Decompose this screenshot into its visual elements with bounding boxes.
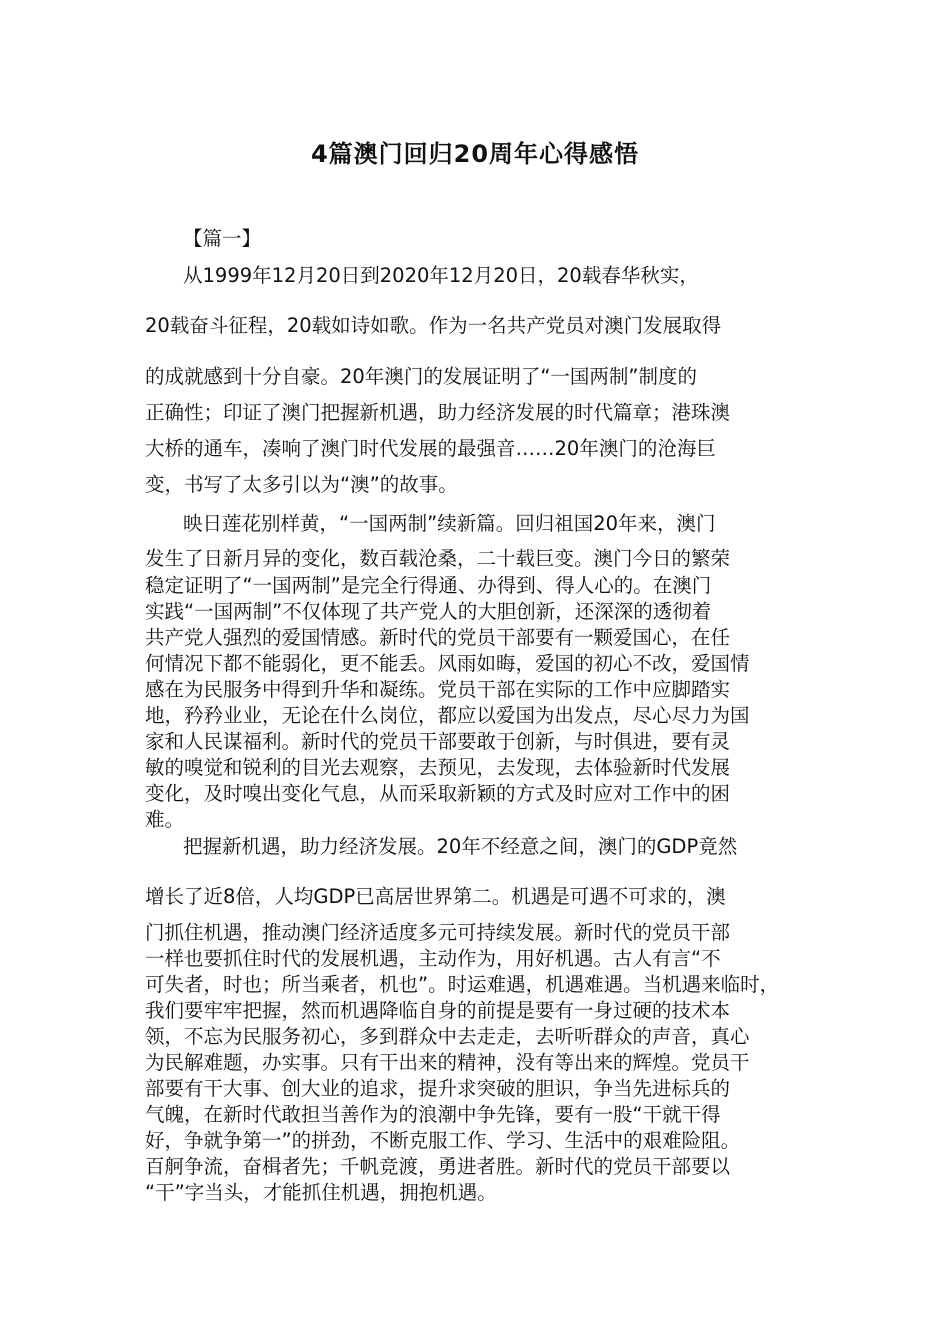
- text-line: 感在为民服务中得到升华和凝练。党员干部在实际的工作中应脚踏实: [145, 678, 731, 701]
- text-line: 共产党人强烈的爱国情感。新时代的党员干部要有一颗爱国心，在任: [145, 626, 731, 649]
- text-line: 敏的嗅觉和锐利的目光去观察，去预见，去发现，去体验新时代发展: [145, 756, 731, 779]
- text-line: 部要有干大事、创大业的追求，提升求突破的胆识，争当先进标兵的: [145, 1077, 731, 1100]
- text-line: 一样也要抓住时代的发展机遇，主动作为，用好机遇。古人有言“不: [145, 947, 721, 970]
- text-line: 领，不忘为民服务初心，多到群众中去走走，去听听群众的声音，真心: [145, 1025, 750, 1048]
- text-line: 地，矜矜业业，无论在什么岗位，都应以爱国为出发点，尽心尽力为国: [145, 704, 750, 727]
- text-line: 把握新机遇，助力经济发展。20年不经意之间，澳门的GDP竟然: [183, 835, 738, 858]
- text-line: 正确性；印证了澳门把握新机遇，助力经济发展的时代篇章；港珠澳: [145, 401, 731, 424]
- text-line: 变化，及时嗅出变化气息，从而采取新颖的方式及时应对工作中的困: [145, 782, 731, 805]
- text-line: 实践“一国两制”不仅体现了共产党人的大胆创新，还深深的透彻着: [145, 600, 712, 623]
- text-line: 大桥的通车，凑响了澳门时代发展的最强音……20年澳门的沧海巨: [145, 437, 716, 460]
- text-line: 百舸争流，奋楫者先；千帆竞渡，勇进者胜。新时代的党员干部要以: [145, 1155, 731, 1178]
- text-line: 难。: [145, 808, 185, 831]
- text-line: 家和人民谋福利。新时代的党员干部要敢于创新，与时俱进，要有灵: [145, 730, 731, 753]
- text-line: 变，书写了太多引以为“澳”的故事。: [145, 473, 458, 496]
- text-line: 的成就感到十分自豪。20年澳门的发展证明了“一国两制”制度的: [145, 365, 698, 388]
- text-line: 门抓住机遇，推动澳门经济适度多元可持续发展。新时代的党员干部: [145, 921, 731, 944]
- text-line: 我们要牢牢把握，然而机遇降临自身的前提是要有一身过硬的技术本: [145, 999, 731, 1022]
- text-line: 为民解难题，办实事。只有干出来的精神，没有等出来的辉煌。党员干: [145, 1051, 750, 1074]
- text-line: 20载奋斗征程，20载如诗如歌。作为一名共产党员对澳门发展取得: [145, 314, 722, 337]
- text-line: 从1999年12月20日到2020年12月20日，20载春华秋实，: [183, 264, 699, 287]
- document-title: 4篇澳门回归20周年心得感悟: [310, 140, 640, 168]
- text-line: 增长了近8倍，人均GDP已高居世界第二。机遇是可遇不可求的，澳: [145, 885, 726, 908]
- text-line: 好，争就争第一”的拼劲，不断克服工作、学习、生活中的艰难险阻。: [145, 1129, 741, 1152]
- text-line: 可失者，时也；所当乘者，机也”。时运难遇，机遇难遇。当机遇来临时，: [145, 973, 780, 996]
- text-line: “干”字当头，才能抓住机遇，拥抱机遇。: [145, 1181, 497, 1204]
- text-line: 映日莲花别样黄，“一国两制”续新篇。回归祖国20年来，澳门: [183, 512, 716, 535]
- section-label: 【篇一】: [183, 227, 262, 250]
- text-line: 何情况下都不能弱化，更不能丢。风雨如晦，爱国的初心不改，爱国情: [145, 652, 750, 675]
- text-line: 稳定证明了“一国两制”是完全行得通、办得到、得人心的。在澳门: [145, 574, 712, 597]
- text-line: 气魄，在新时代敢担当善作为的浪潮中争先锋，要有一股“干就干得: [145, 1103, 721, 1126]
- text-line: 发生了日新月异的变化，数百载沧桑，二十载巨变。澳门今日的繁荣: [145, 547, 731, 570]
